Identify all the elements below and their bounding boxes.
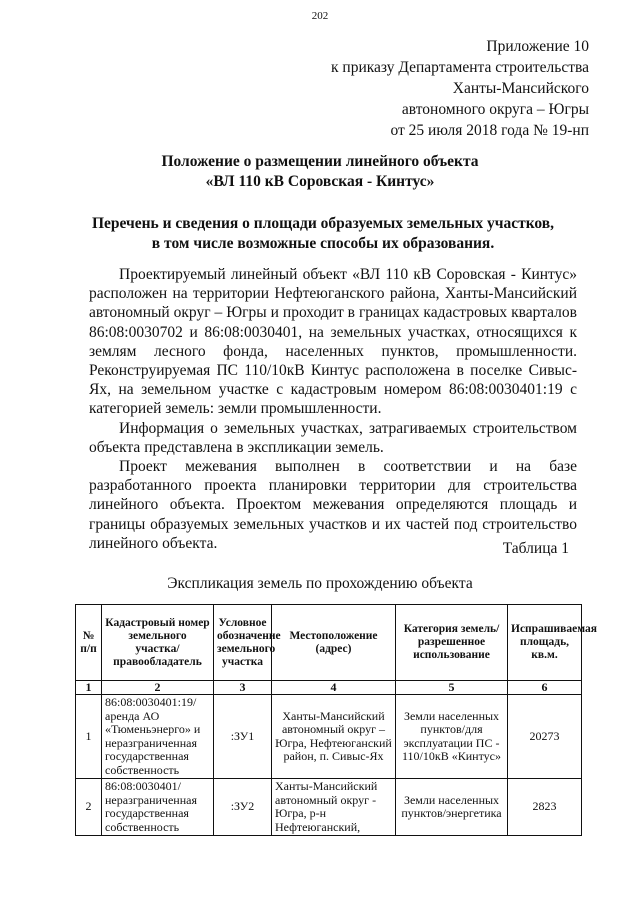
header-cell-location: Местоположение (адрес) (272, 605, 396, 681)
table-row (76, 779, 582, 836)
cadastral-cell: 86:08:0030401/ неразграниченная государственная собственность (102, 779, 214, 836)
column-number: 3 (214, 681, 272, 695)
paragraph: Проект межевания выполнен в соответствии и на базе разработанного проекта планировки территории для строительства линейного объекта. Проектом межевания определяются площадь и границы образуемых земельных участков и их частей под строительство линейного объекта. (89, 458, 577, 552)
header-cell-designation: Условное обозначение земельного участка (214, 605, 272, 681)
header-cell-category: Категория земель/разрешенное использование (396, 605, 508, 681)
area-cell: 20273 (508, 695, 582, 779)
header-cell-number: № п/п (76, 605, 102, 681)
location-cell: Ханты-Мансийский автономный округ – Югра, Нефтеюганский район, п. Сивыс-Ях (272, 695, 396, 779)
approval-line: автономного округа – Югры (401, 101, 589, 118)
page-number: 202 (311, 10, 329, 22)
document-title-line: «ВЛ 110 кВ Соровская - Кинтус» (205, 173, 435, 190)
column-number: 2 (102, 681, 214, 695)
column-number: 4 (272, 681, 396, 695)
row-number: 2 (76, 779, 102, 836)
document-title (0, 152, 640, 192)
approval-block (331, 36, 589, 141)
column-number: 5 (396, 681, 508, 695)
table-caption: Экспликация земель по прохождению объекта (167, 575, 473, 592)
paragraph: Проектируемый линейный объект «ВЛ 110 кВ Соровская - Кинтус» расположен на территории Нефтеюганского района, Ханты-Мансийский автономный округ – Югры и проходит в границах кадастровых кварталов 86:08:0030702 и 86:08:0030401, на земельных участках, относящихся к землям лесного фонда, населенных пунктов, промышленности. Реконструируемая ПС 110/10кВ Кинтус расположена в поселке Сивыс-Ях, на земельном участке с кадастровым номером 86:08:0030401:19 с категорией земель: земли промышленности. (89, 266, 577, 418)
document-title-line: Положение о размещении линейного объекта (161, 153, 479, 170)
column-number: 6 (508, 681, 582, 695)
approval-line: к приказу Департамента строительства (331, 59, 589, 76)
designation-cell: :ЗУ1 (214, 695, 272, 779)
category-cell: Земли населенных пунктов/для эксплуатации ПС - 110/10кВ «Кинтус» (396, 695, 508, 779)
body-text (89, 265, 577, 553)
header-cell-cadastral: Кадастровый номер земельного участка/ правообладатель (102, 605, 214, 681)
table-number: Таблица 1 (502, 540, 569, 557)
designation-cell: :ЗУ2 (214, 779, 272, 836)
area-cell: 2823 (508, 779, 582, 836)
header-cell-area: Испрашиваемая площадь, кв.м. (508, 605, 582, 681)
paragraph: Информация о земельных участках, затрагиваемых строительством объекта представлена в экспликации земель. (89, 419, 577, 456)
land-explication-table (75, 604, 597, 836)
location-cell: Ханты-Мансийский автономный округ - Югра, р-н Нефтеюганский, (272, 779, 396, 836)
approval-line: Ханты-Мансийского (452, 80, 589, 97)
approval-line: от 25 июля 2018 года № 19-нп (390, 122, 589, 139)
table-header-row (76, 605, 582, 681)
section-heading: Перечень и сведения о площади образуемых земельных участков, в том числе возможные способы их образования. (91, 215, 555, 252)
table-row (76, 695, 582, 779)
category-cell: Земли населенных пунктов/энергетика (396, 779, 508, 836)
approval-line: Приложение 10 (486, 38, 589, 55)
column-number-row (76, 681, 582, 695)
column-number: 1 (76, 681, 102, 695)
cadastral-cell: 86:08:0030401:19/ аренда АО «Тюменьэнерго» и неразграниченная государственная собственность (102, 695, 214, 779)
row-number: 1 (76, 695, 102, 779)
